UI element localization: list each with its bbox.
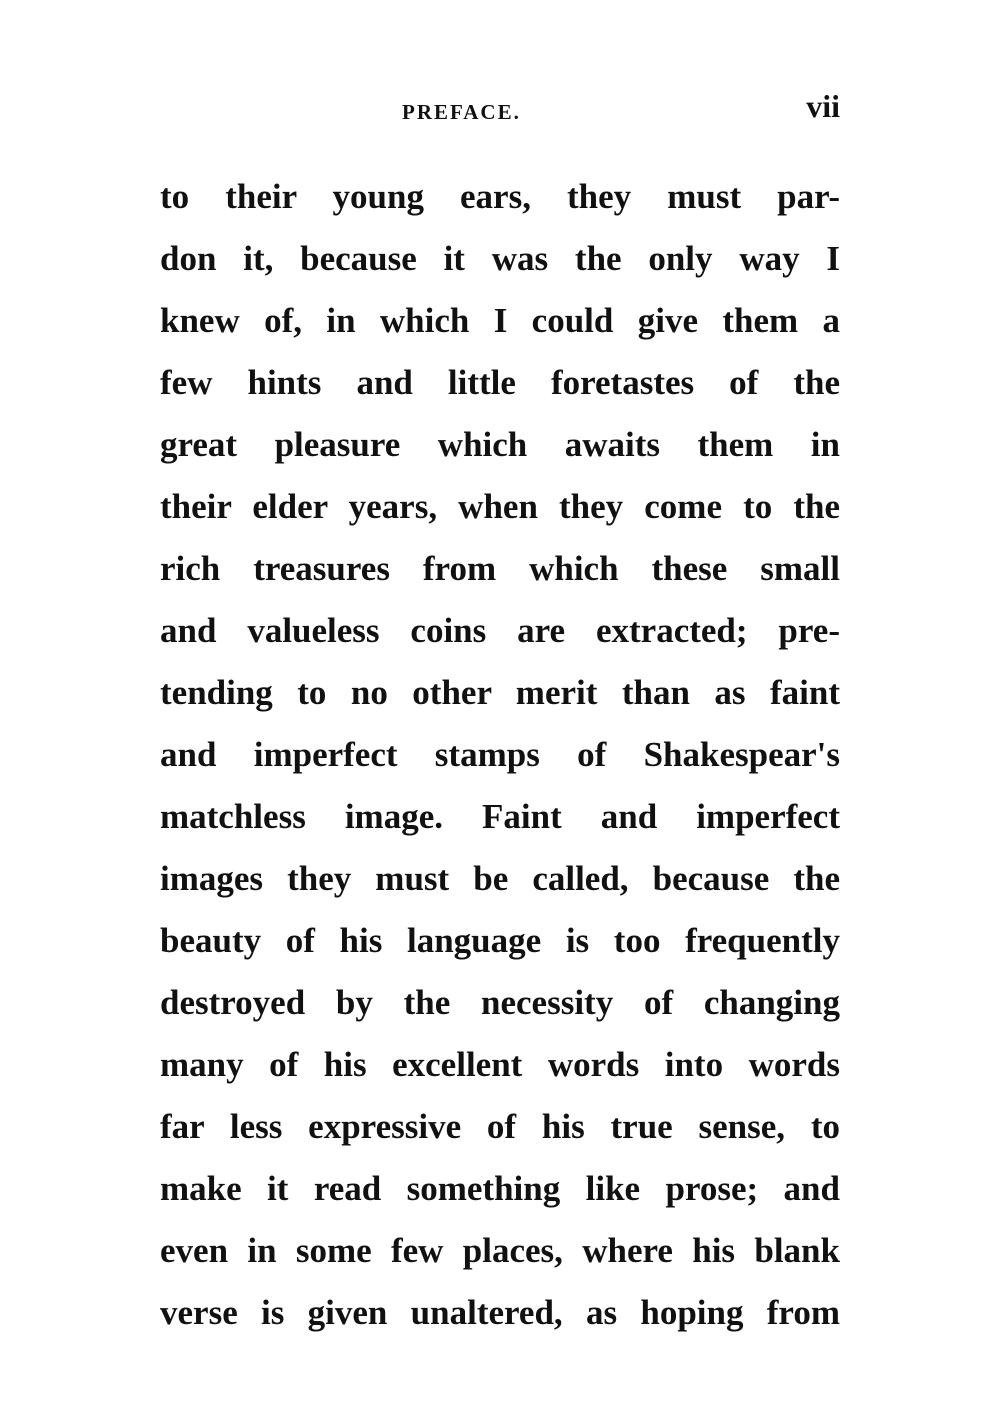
running-head <box>160 88 840 132</box>
text-line: matchless image. Faint and imperfect <box>160 797 840 836</box>
text-line: images they must be called, because the <box>160 859 840 898</box>
text-line: even in some few places, where his blank <box>160 1231 840 1270</box>
text-line: great pleasure which awaits them in <box>160 425 840 464</box>
text-line: don it, because it was the only way I <box>160 239 840 278</box>
text-line: and imperfect stamps of Shakespear's <box>160 735 840 774</box>
page-number: vii <box>806 88 840 124</box>
text-line: to their young ears, they must par- <box>160 177 840 216</box>
text-line: verse is given unaltered, as hoping from <box>160 1293 840 1332</box>
text-line: beauty of his language is too frequently <box>160 921 840 960</box>
body-text <box>160 166 840 1344</box>
text-line: far less expressive of his true sense, to <box>160 1107 840 1146</box>
text-line: make it read something like prose; and <box>160 1169 840 1208</box>
text-line: destroyed by the necessity of changing <box>160 983 840 1022</box>
text-line: knew of, in which I could give them a <box>160 301 840 340</box>
text-line: many of his excellent words into words <box>160 1045 840 1084</box>
text-line: and valueless coins are extracted; pre- <box>160 611 840 650</box>
text-line: few hints and little foretastes of the <box>160 363 840 402</box>
running-title: PREFACE. <box>402 100 521 124</box>
text-line: tending to no other merit than as faint <box>160 673 840 712</box>
text-line: rich treasures from which these small <box>160 549 840 588</box>
text-line: their elder years, when they come to the <box>160 487 840 526</box>
